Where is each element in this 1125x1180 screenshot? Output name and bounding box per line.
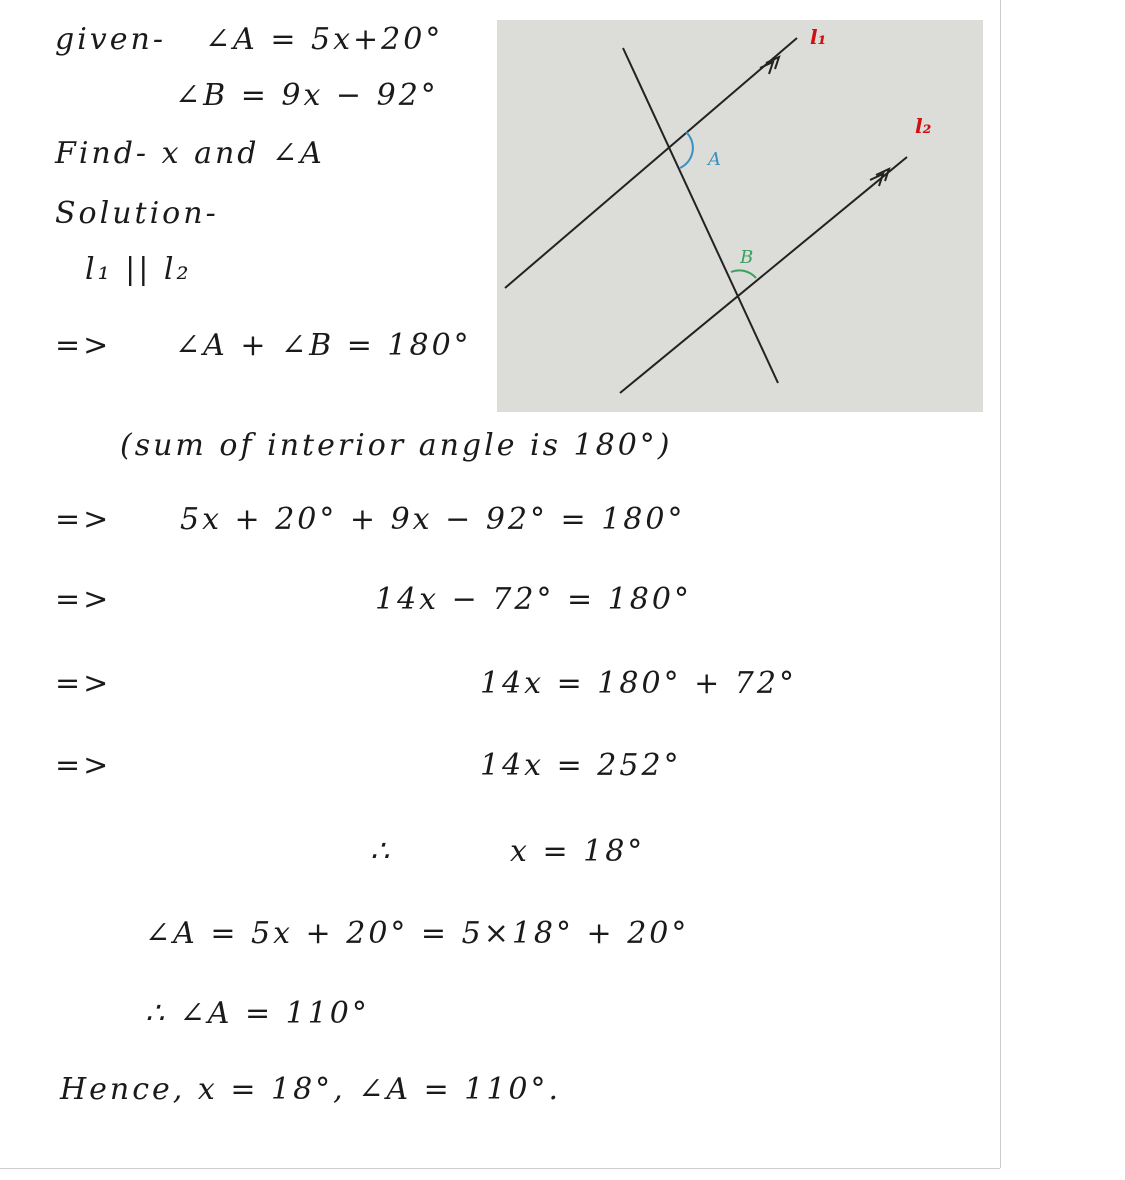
therefore-symbol: ∴ bbox=[370, 834, 393, 869]
conclusion: Hence, x = 18°, ∠A = 110°. bbox=[60, 1072, 562, 1107]
step-note: (sum of interior angle is 180°) bbox=[120, 428, 673, 463]
arrow-l1-icon bbox=[760, 57, 779, 74]
step-expression: 14x = 180° + 72° bbox=[480, 666, 797, 701]
step-expression: 14x − 72° = 180° bbox=[375, 582, 692, 617]
page-border-right bbox=[1000, 0, 1001, 1168]
angle-b-arc bbox=[731, 270, 756, 278]
line-l2-label: l₂ bbox=[915, 114, 932, 138]
given-angle-b: ∠B = 9x − 92° bbox=[175, 78, 439, 113]
find-statement: Find- x and ∠A bbox=[55, 136, 325, 171]
page-border-bottom bbox=[0, 1168, 1000, 1169]
given-angle-a: ∠A = 5x+20° bbox=[205, 22, 444, 57]
step-expression: x = 18° bbox=[510, 834, 646, 869]
given-label: given- bbox=[55, 22, 166, 57]
angle-a-label: A bbox=[708, 149, 721, 170]
parallel-statement: l₁ || l₂ bbox=[85, 252, 192, 287]
line-l1-label: l₁ bbox=[810, 25, 827, 49]
step-arrow: => bbox=[55, 502, 112, 537]
angle-b-label: B bbox=[740, 247, 754, 268]
step-expression: ∠A = 5x + 20° = 5×18° + 20° bbox=[145, 916, 690, 951]
step-expression: ∴ ∠A = 110° bbox=[145, 996, 370, 1031]
step-arrow: => bbox=[55, 328, 112, 363]
transversal-line bbox=[623, 48, 778, 383]
step-arrow: => bbox=[55, 582, 112, 617]
step-arrow: => bbox=[55, 666, 112, 701]
solution-label: Solution- bbox=[55, 196, 219, 231]
step-expression: ∠A + ∠B = 180° bbox=[175, 328, 472, 363]
step-expression: 14x = 252° bbox=[480, 748, 682, 783]
arrow-l2-icon bbox=[870, 169, 889, 186]
diagram-svg bbox=[497, 20, 983, 412]
step-expression: 5x + 20° + 9x − 92° = 180° bbox=[180, 502, 686, 537]
line-l2 bbox=[620, 157, 907, 393]
parallel-lines-diagram bbox=[497, 20, 983, 412]
step-arrow: => bbox=[55, 748, 112, 783]
